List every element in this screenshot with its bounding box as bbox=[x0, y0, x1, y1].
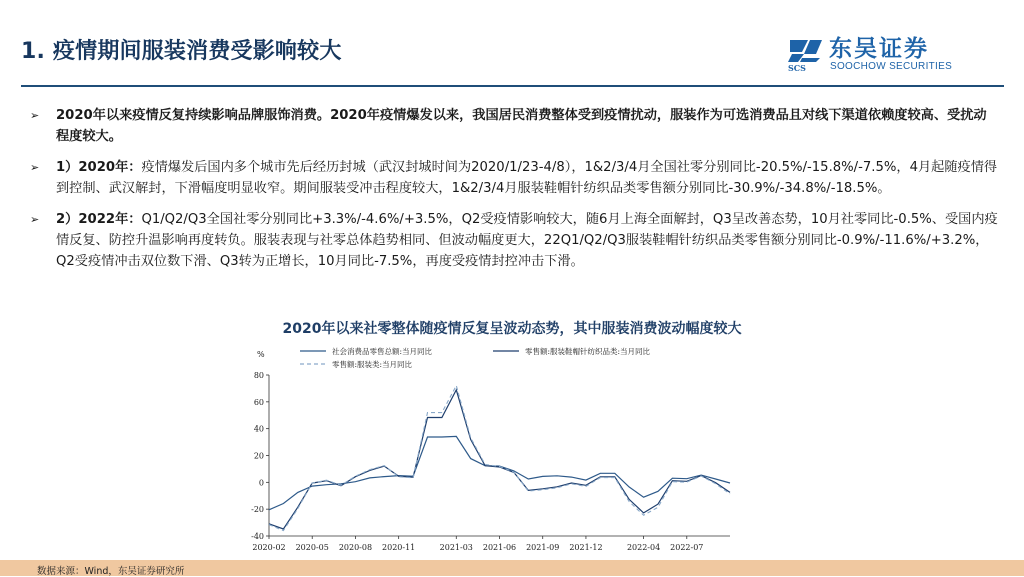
y-tick-label: 80 bbox=[253, 371, 264, 380]
logo-mark-icon bbox=[786, 32, 826, 72]
x-tick-label: 2020-11 bbox=[382, 543, 416, 552]
header-divider bbox=[21, 85, 1004, 87]
y-tick-label: -40 bbox=[251, 532, 264, 541]
series-line-2 bbox=[269, 386, 730, 531]
logo-en-text: SOOCHOW SECURITIES bbox=[830, 61, 953, 72]
bullet-list bbox=[30, 105, 998, 282]
legend-label: 零售额:服装类:当月同比 bbox=[332, 360, 413, 369]
x-tick-label: 2020-02 bbox=[252, 543, 286, 552]
logo-mark-text: SCS bbox=[788, 63, 806, 72]
x-tick-label: 2021-03 bbox=[439, 543, 473, 552]
bullet-text: 疫情爆发后国内多个城市先后经历封城（武汉封城时间为2020/1/23-4/8），1&2/3/4月全国社零分别同比-20.5%/-15.8%/-7.5%，4月起随疫情得到控制、武汉解封，下滑幅度明显收窄。期间服装受冲击程度较大，1&2/3/4月服装鞋帽针纺织品类零售额分别同比-30.9%/-34.8%/-18.5%。 bbox=[56, 160, 998, 196]
bullet-arrow-icon: ➢ bbox=[30, 161, 40, 174]
x-tick-label: 2020-05 bbox=[295, 543, 329, 552]
chart-title: 2020年以来社零整体随疫情反复呈波动态势，其中服装消费波动幅度较大 bbox=[282, 321, 742, 337]
bullet-text: 2020年以来疫情反复持续影响品牌服饰消费。2020年疫情爆发以来，我国居民消费整体受到疫情扰动，服装作为可选消费品且对线下渠道依赖度较高、受扰动程度较大。 bbox=[56, 108, 987, 144]
x-tick-label: 2022-04 bbox=[626, 543, 661, 552]
series-line-1 bbox=[269, 390, 730, 529]
bullet-lead: 2）2022年： bbox=[56, 212, 142, 227]
x-tick-label: 2021-09 bbox=[526, 543, 560, 552]
page-title: 1. 疫情期间服装消费受影响较大 bbox=[21, 39, 342, 64]
legend-label: 零售额:服装鞋帽针纺织品类:当月同比 bbox=[525, 347, 651, 356]
y-axis-label: % bbox=[257, 350, 265, 359]
bullet-text: Q1/Q2/Q3全国社零分别同比+3.3%/-4.6%/+3.5%，Q2受疫情影响较大，随6月上海全面解封，Q3呈改善态势，10月社零同比-0.5%、受国内疫情反复、防控升温影响再度转负。服装表现与社零总体趋势相同、但波动幅度更大，22Q1/Q2/Q3服装鞋帽针纺织品类零售额分别同比-0.9%/-11.6%/+3.2%，Q2受疫情冲击双位数下滑、Q3转为正增长，10月同比-7.5%，再度受疫情封控冲击下滑。 bbox=[56, 212, 998, 269]
chart-container bbox=[245, 345, 745, 560]
bullet-arrow-icon: ➢ bbox=[30, 109, 40, 122]
bullet-arrow-icon: ➢ bbox=[30, 213, 40, 226]
x-tick-label: 2020-08 bbox=[338, 543, 373, 552]
line-chart bbox=[245, 345, 745, 560]
y-tick-label: 20 bbox=[253, 451, 264, 461]
x-tick-label: 2021-06 bbox=[482, 543, 517, 552]
y-tick-label: 40 bbox=[253, 424, 264, 434]
bullet-lead: 1）2020年： bbox=[56, 160, 142, 175]
y-tick-label: 60 bbox=[253, 397, 264, 407]
bullet-item bbox=[30, 105, 998, 147]
x-tick-label: 2021-12 bbox=[569, 543, 603, 552]
bullet-item bbox=[30, 209, 998, 272]
legend-label: 社会消费品零售总额:当月同比 bbox=[332, 347, 433, 356]
footer-source: 数据来源：Wind，东吴证券研究所 bbox=[37, 566, 185, 577]
bullet-item bbox=[30, 157, 998, 199]
x-tick-label: 2022-07 bbox=[670, 543, 704, 552]
y-tick-label: -20 bbox=[251, 505, 264, 515]
logo-cn-text: 东吴证券 bbox=[829, 36, 929, 62]
y-tick-label: 0 bbox=[258, 478, 264, 488]
company-logo bbox=[786, 30, 976, 76]
